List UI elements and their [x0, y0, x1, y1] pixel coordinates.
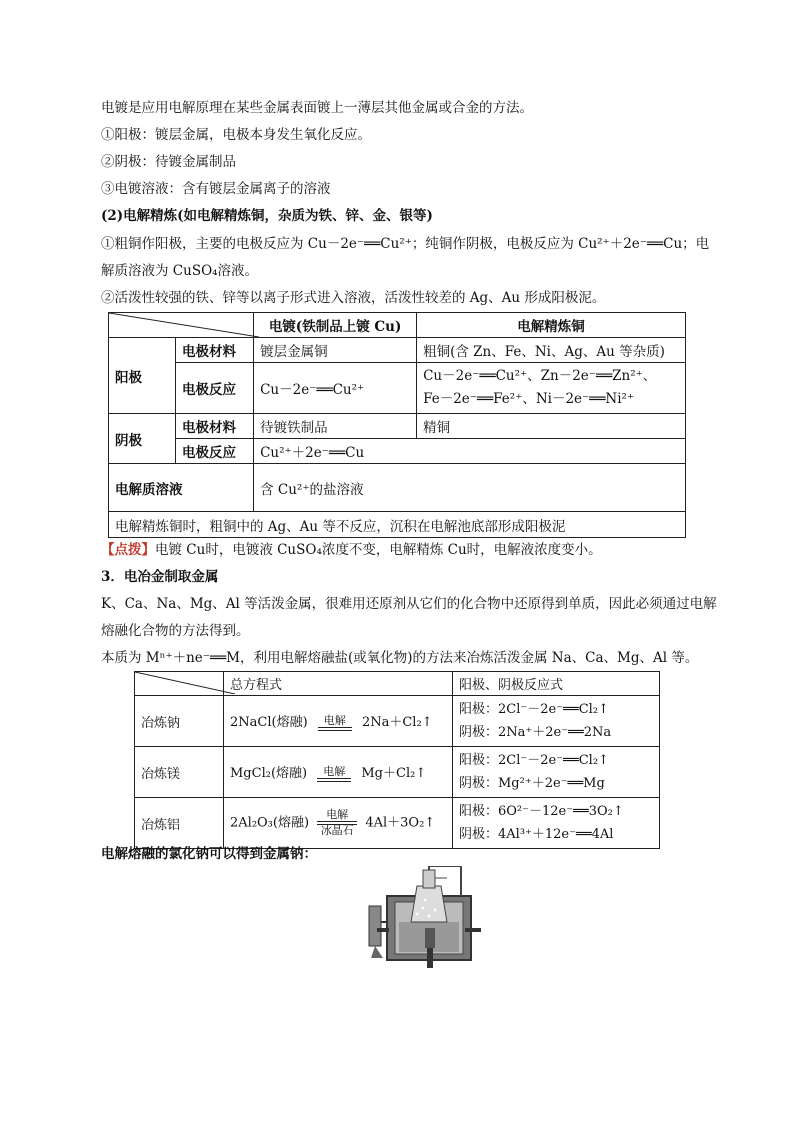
equation-reactant: 2Al₂O₃(熔融) — [230, 815, 310, 831]
equation-arrow — [317, 809, 357, 837]
equation-product: Mg＋Cl₂↑ — [361, 766, 427, 782]
smelting-table — [134, 671, 660, 849]
table2-row-name: 冶炼铝 — [135, 798, 224, 849]
table1-cathode-label: 阴极 — [109, 414, 176, 464]
table2-diagonal-header — [135, 672, 224, 696]
table2-equation — [224, 696, 453, 747]
refine-heading: (2)电解精炼(如电解精炼铜，杂质为铁、锌、金、银等) — [101, 208, 433, 224]
table1-reaction-label: 电极反应 — [176, 363, 254, 414]
table-row — [135, 747, 660, 798]
table2-equation — [224, 798, 453, 849]
table2-reactions — [453, 747, 660, 798]
anode-reaction: 阳极：6O²⁻－12e⁻══3O₂↑ — [459, 804, 624, 819]
table2-row-name: 冶炼镁 — [135, 747, 224, 798]
table-row — [135, 696, 660, 747]
metallurgy-paragraph-1b: 熔融化合物的方法得到。 — [101, 623, 250, 639]
electrolysis-cell-illustration — [365, 866, 485, 971]
metallurgy-paragraph-1a: K、Ca、Na、Mg、Al 等活泼金属，很难用还原剂从它们的化合物中还原得到单质，因此必须通过电解 — [101, 596, 717, 612]
anode-reaction-line-2: Fe－2e⁻══Fe²⁺、Ni－2e⁻══Ni²⁺ — [423, 391, 635, 407]
table-diagonal-header — [109, 313, 254, 338]
table1-col-header-refining: 电解精炼铜 — [417, 313, 686, 338]
table1-col-header-plating: 电镀(铁制品上镀 Cu) — [254, 313, 417, 338]
intro-paragraph-2: ①阳极：镀层金属，电极本身发生氧化反应。 — [101, 127, 371, 143]
table1-anode-reaction-plating: Cu－2e⁻══Cu²⁺ — [254, 363, 417, 414]
anode-reaction: 阳极：2Cl⁻－2e⁻══Cl₂↑ — [459, 753, 609, 768]
cathode-reaction: 阴极：2Na⁺＋2e⁻══2Na — [459, 725, 612, 740]
equation-reactant: MgCl₂(熔融) — [230, 766, 308, 782]
cathode-reaction: 阴极：4Al³⁺＋12e⁻══4Al — [459, 827, 614, 842]
refine-paragraph-2: ②活泼性较强的铁、锌等以离子形式进入溶液，活泼性较差的 Ag、Au 形成阳极泥。 — [101, 290, 606, 306]
equation-catalyst: 冰晶石 — [320, 824, 354, 837]
table1-electrolyte-value: 含 Cu²⁺的盐溶液 — [254, 464, 686, 512]
table2-reactions — [453, 696, 660, 747]
table1-anode-reaction-refining — [417, 363, 686, 414]
tip-label: 【点拨】 — [101, 542, 155, 558]
tip-paragraph — [101, 538, 602, 558]
table2-reactions — [453, 798, 660, 849]
metallurgy-paragraph-2: 本质为 Mⁿ⁺＋ne⁻══M，利用电解熔融盐(或氧化物)的方法来冶炼活泼金属 Na、Ca、Mg、Al 等。 — [101, 650, 699, 666]
table2-row-name: 冶炼钠 — [135, 696, 224, 747]
anode-reaction-line-1: Cu－2e⁻══Cu²⁺、Zn－2e⁻══Zn²⁺、 — [423, 368, 657, 384]
table1-anode-material-refining: 粗铜(含 Zn、Fe、Ni、Ag、Au 等杂质) — [417, 338, 686, 363]
table2-col-header-reactions: 阳极、阴极反应式 — [453, 672, 660, 696]
table1-anode-material-plating: 镀层金属铜 — [254, 338, 417, 363]
equation-reactant: 2NaCl(熔融) — [230, 715, 308, 731]
table1-material-label: 电极材料 — [176, 338, 254, 363]
electrolysis-cell-svg — [365, 866, 485, 971]
equation-product: 2Na＋Cl₂↑ — [361, 715, 433, 731]
tip-text: 电镀 Cu时，电镀液 CuSO₄浓度不变，电解精炼 Cu时，电解液浓度变小。 — [155, 542, 602, 558]
table1-electrolyte-label: 电解质溶液 — [109, 464, 254, 512]
refine-paragraph-1b: 解质溶液为 CuSO₄溶液。 — [101, 263, 259, 279]
table1-material-label-2: 电极材料 — [176, 414, 254, 439]
table1-anode-label: 阳极 — [109, 338, 176, 414]
table1-cathode-reaction: Cu²⁺＋2e⁻══Cu — [254, 439, 686, 464]
equation-condition: 电解 — [323, 713, 346, 727]
table1-note: 电解精炼铜时，粗铜中的 Ag、Au 等不反应，沉积在电解池底部形成阳极泥 — [109, 512, 686, 538]
cathode-reaction: 阴极：Mg²⁺＋2e⁻══Mg — [459, 776, 605, 791]
table2-equation — [224, 747, 453, 798]
equation-product: 4Al＋3O₂↑ — [365, 815, 436, 831]
table2-col-header-equation: 总方程式 — [224, 672, 453, 696]
table-row — [135, 798, 660, 849]
equation-condition: 电解 — [323, 764, 346, 778]
intro-paragraph-4: ③电镀溶液：含有镀层金属离子的溶液 — [101, 181, 331, 197]
anode-reaction: 阳极：2Cl⁻－2e⁻══Cl₂↑ — [459, 702, 609, 717]
equation-arrow — [317, 766, 351, 782]
refine-paragraph-1a: ①粗铜作阳极，主要的电极反应为 Cu－2e⁻══Cu²⁺；纯铜作阴极，电极反应为 Cu²⁺＋2e⁻══Cu；电 — [101, 236, 710, 252]
table1-reaction-label-2: 电极反应 — [176, 439, 254, 464]
intro-paragraph-3: ②阴极：待镀金属制品 — [101, 154, 236, 170]
table1-cathode-material-plating: 待镀铁制品 — [254, 414, 417, 439]
metallurgy-heading: 3．电冶金制取金属 — [101, 569, 219, 585]
equation-arrow — [318, 715, 352, 731]
comparison-table — [108, 312, 686, 538]
figure-caption: 电解熔融的氯化钠可以得到金属钠： — [101, 846, 317, 862]
equation-condition: 电解 — [326, 808, 349, 821]
intro-paragraph-1: 电镀是应用电解原理在某些金属表面镀上一薄层其他金属或合金的方法。 — [101, 100, 533, 116]
table1-cathode-material-refining: 精铜 — [417, 414, 686, 439]
